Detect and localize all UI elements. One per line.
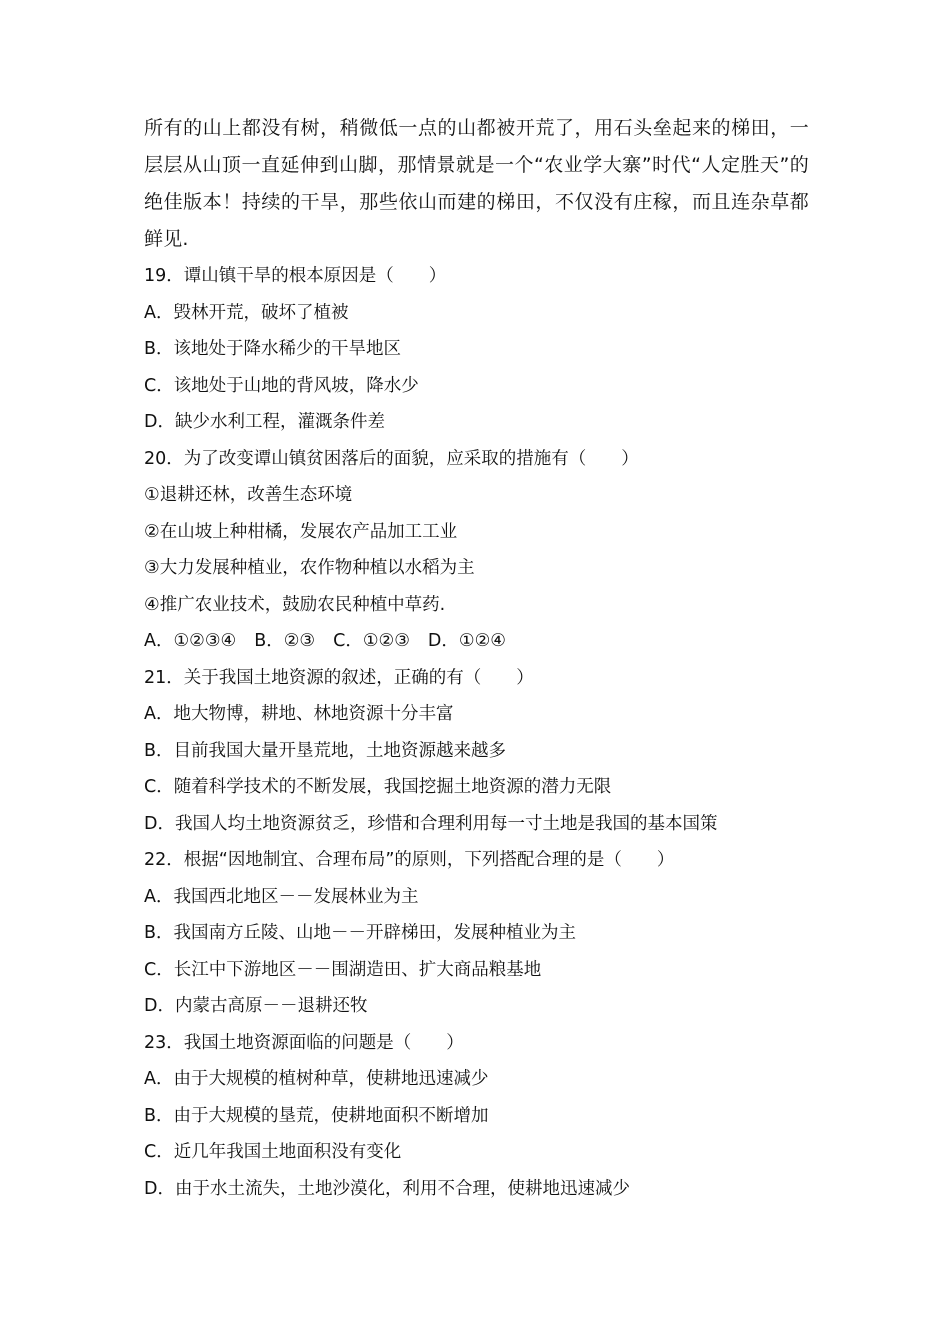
question-20-option-d: D．①②④	[427, 631, 506, 651]
question-22-option-c: C．长江中下游地区－－围湖造田、扩大商品粮基地	[144, 959, 542, 980]
question-20-option-b: B．②③	[254, 631, 316, 651]
question-20-stem: 20．为了改变谭山镇贫困落后的面貌，应采取的措施有（ ）	[144, 448, 639, 469]
question-22-stem: 22．根据“因地制宜、合理布局”的原则，下列搭配合理的是（ ）	[144, 850, 675, 870]
question-23-option-c: C．近几年我国土地面积没有变化	[144, 1142, 402, 1162]
question-21-option-a: A．地大物博，耕地、林地资源十分丰富	[144, 704, 454, 724]
question-23-option-d: D．由于水土流失，土地沙漠化，利用不合理，使耕地迅速减少	[144, 1178, 630, 1199]
question-19-option-a: A．毁林开荒，破坏了植被	[144, 302, 349, 323]
question-20-item-3: ③大力发展种植业，农作物种植以水稻为主	[144, 558, 475, 578]
question-22-option-a: A．我国西北地区－－发展林业为主	[144, 886, 419, 907]
question-20-item-4: ④推广农业技术，鼓励农民种植中草药.	[144, 594, 446, 615]
question-21-option-c: C．随着科学技术的不断发展，我国挖掘土地资源的潜力无限	[144, 777, 612, 797]
question-21-option-d: D．我国人均土地资源贫乏，珍惜和合理利用每一寸土地是我国的基本国策	[144, 813, 718, 834]
question-20-option-c: C．①②③	[333, 631, 410, 651]
question-20-item-2: ②在山坡上种柑橘，发展农产品加工工业	[144, 521, 458, 542]
question-21-stem: 21．关于我国土地资源的叙述，正确的有（ ）	[144, 667, 534, 688]
question-22-option-d: D．内蒙古高原－－退耕还牧	[144, 996, 368, 1016]
reading-passage: 所有的山上都没有树，稍微低一点的山都被开荒了，用石头垒起来的梯田，一层层从山顶一直延伸到山脚，那情景就是一个“农业学大寨”时代“人定胜天”的绝佳版本！持续的干旱，那些依山而建的梯田，不仅没有庄稼，而且连杂草都鲜见.	[144, 117, 809, 250]
question-content	[144, 110, 809, 1207]
question-19-stem: 19．谭山镇干旱的根本原因是（ ）	[144, 266, 447, 286]
question-21-option-b: B．目前我国大量开垦荒地，土地资源越来越多	[144, 740, 507, 761]
question-19-option-d: D．缺少水利工程，灌溉条件差	[144, 412, 385, 432]
question-20-item-1: ①退耕还林，改善生态环境	[144, 485, 353, 505]
question-19-option-c: C．该地处于山地的背风坡，降水少	[144, 375, 419, 396]
question-22-option-b: B．我国南方丘陵、山地－－开辟梯田，发展种植业为主	[144, 923, 577, 943]
question-23-option-b: B．由于大规模的垦荒，使耕地面积不断增加	[144, 1105, 489, 1126]
question-23-stem: 23．我国土地资源面临的问题是（ ）	[144, 1032, 464, 1053]
question-19-option-b: B．该地处于降水稀少的干旱地区	[144, 339, 402, 359]
question-20-options	[144, 623, 809, 660]
question-23-option-a: A．由于大规模的植树种草，使耕地迅速减少	[144, 1069, 489, 1089]
question-20-option-a: A．①②③④	[144, 631, 237, 651]
